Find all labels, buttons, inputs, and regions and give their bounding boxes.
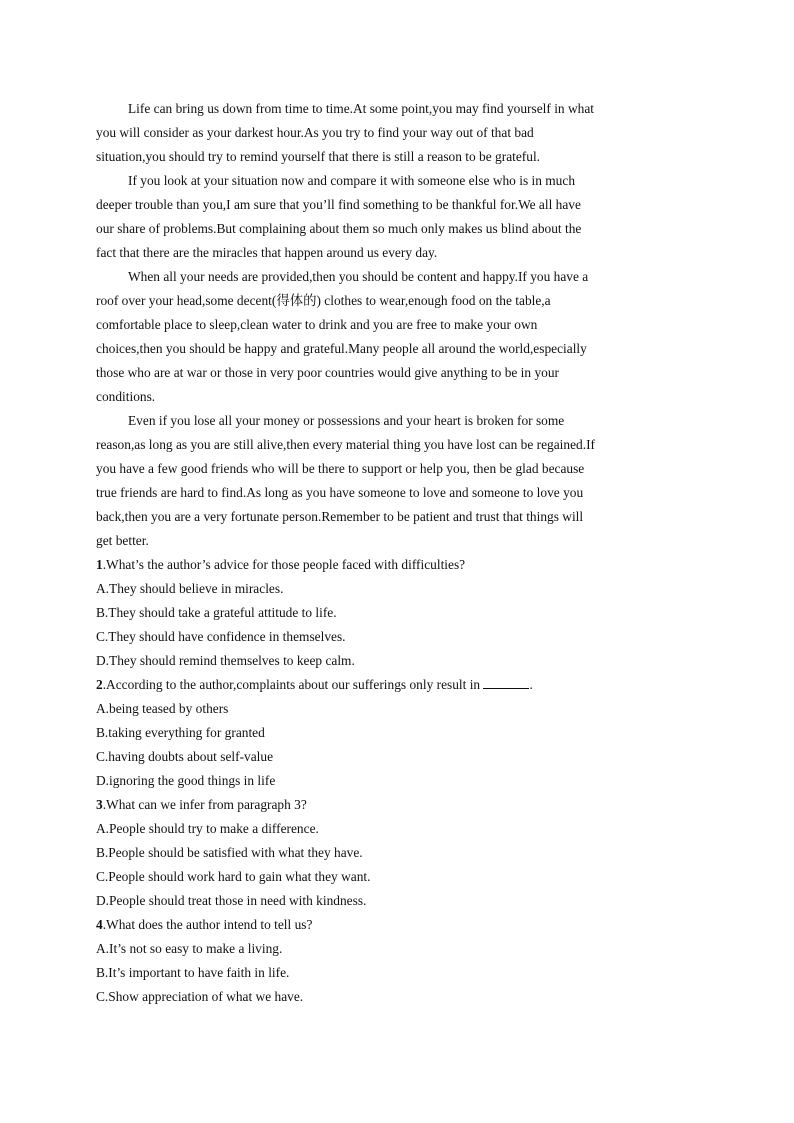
document-page <box>96 97 694 1009</box>
question-text: .What can we infer from paragraph 3? <box>102 797 307 812</box>
question-stem <box>96 793 694 817</box>
answer-option-a[interactable]: A.People should try to make a difference. <box>96 821 319 836</box>
question-number: 4 <box>96 917 103 932</box>
passage-line: our share of problems.But complaining about them so much only makes us blind about the <box>96 221 582 236</box>
passage-line: conditions. <box>96 389 156 404</box>
answer-option-c[interactable]: C.People should work hard to gain what they want. <box>96 869 371 884</box>
question-text: .What’s the author’s advice for those people faced with difficulties? <box>102 557 466 572</box>
passage-line: comfortable place to sleep,clean water to drink and you are free to make your own <box>96 317 538 332</box>
answer-option-d[interactable]: D.ignoring the good things in life <box>96 773 276 788</box>
passage-line: you have a few good friends who will be there to support or help you, then be glad because <box>96 461 585 476</box>
passage-paragraph-2 <box>96 169 694 265</box>
question-stem <box>96 553 694 577</box>
answer-option-d[interactable]: D.People should treat those in need with kindness. <box>96 893 367 908</box>
question-number: 3 <box>96 797 103 812</box>
question-stem <box>96 673 694 697</box>
question-2 <box>96 673 694 793</box>
answer-option-b[interactable]: B.People should be satisfied with what they have. <box>96 845 363 860</box>
answer-option-c[interactable]: C.having doubts about self-value <box>96 749 274 764</box>
passage-line: fact that there are the miracles that happen around us every day. <box>96 245 438 260</box>
passage-line: When all your needs are provided,then you should be content and happy.If you have a <box>128 269 589 284</box>
passage-line: situation,you should try to remind yourself that there is still a reason to be grateful. <box>96 149 541 164</box>
question-1 <box>96 553 694 673</box>
question-number: 1 <box>96 557 103 572</box>
passage-line: Even if you lose all your money or possessions and your heart is broken for some <box>128 413 565 428</box>
passage-paragraph-1 <box>96 97 694 169</box>
passage-line: deeper trouble than you,I am sure that you’ll find something to be thankful for.We all have <box>96 197 581 212</box>
question-text: .What does the author intend to tell us? <box>102 917 313 932</box>
question-text-suffix: . <box>529 677 533 692</box>
answer-option-a[interactable]: A.They should believe in miracles. <box>96 581 284 596</box>
passage-line: true friends are hard to find.As long as you have someone to love and someone to love you <box>96 485 584 500</box>
question-text: .According to the author,complaints about our sufferings only result in <box>102 677 484 692</box>
question-stem <box>96 913 694 937</box>
answer-blank[interactable] <box>483 677 529 689</box>
passage-paragraph-3 <box>96 265 694 409</box>
passage-line: get better. <box>96 533 149 548</box>
question-3 <box>96 793 694 913</box>
passage-line: If you look at your situation now and compare it with someone else who is in much <box>128 173 576 188</box>
answer-option-c[interactable]: C.Show appreciation of what we have. <box>96 989 304 1004</box>
passage-line: you will consider as your darkest hour.As you try to find your way out of that bad <box>96 125 534 140</box>
answer-option-a[interactable]: A.It’s not so easy to make a living. <box>96 941 283 956</box>
passage-line: back,then you are a very fortunate person.Remember to be patient and trust that things will <box>96 509 584 524</box>
passage-line: reason,as long as you are still alive,then every material thing you have lost can be regained.If <box>96 437 595 452</box>
answer-option-b[interactable]: B.They should take a grateful attitude to life. <box>96 605 337 620</box>
answer-option-b[interactable]: B.taking everything for granted <box>96 725 265 740</box>
passage-line: those who are at war or those in very poor countries would give anything to be in your <box>96 365 559 380</box>
answer-option-a[interactable]: A.being teased by others <box>96 701 229 716</box>
answer-option-d[interactable]: D.They should remind themselves to keep calm. <box>96 653 355 668</box>
passage-line: Life can bring us down from time to time.At some point,you may find yourself in what <box>128 101 594 116</box>
question-number: 2 <box>96 677 103 692</box>
answer-option-c[interactable]: C.They should have confidence in themselves. <box>96 629 346 644</box>
passage-paragraph-4 <box>96 409 694 553</box>
passage-line: choices,then you should be happy and grateful.Many people all around the world,especially <box>96 341 587 356</box>
passage-line: roof over your head,some decent(得体的) clothes to wear,enough food on the table,a <box>96 293 551 308</box>
answer-option-b[interactable]: B.It’s important to have faith in life. <box>96 965 290 980</box>
question-4 <box>96 913 694 1009</box>
